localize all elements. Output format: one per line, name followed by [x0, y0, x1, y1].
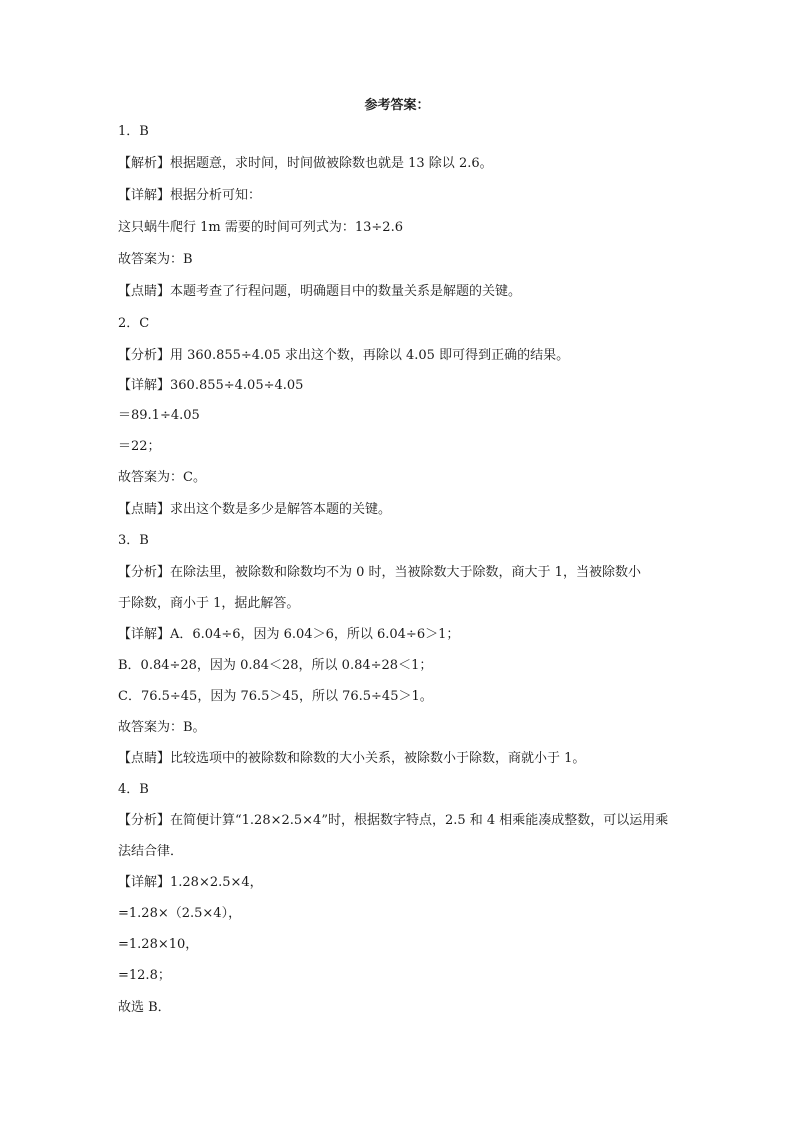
answer-2-choice: 2．C — [118, 316, 150, 331]
answer-1-comment: 【点睛】本题考查了行程问题，明确题目中的数量关系是解题的关键。 — [118, 284, 522, 299]
answer-3-detail: 【详解】A．6.04÷6，因为 6.04＞6，所以 6.04÷6＞1； — [118, 627, 460, 642]
answer-2-analysis: 【分析】用 360.855÷4.05 求出这个数，再除以 4.05 即可得到正确的结果。 — [118, 348, 570, 363]
answer-3-analysis-cont: 于除数，商小于 1，据此解答。 — [118, 596, 300, 611]
answer-3-choice: 3．B — [118, 533, 149, 548]
answer-4-analysis: 【分析】在简便计算“1.28×2.5×4”时，根据数字特点，2.5 和 4 相乘能凑成整数，可以运用乘 — [118, 813, 669, 828]
answer-1-result: 故答案为：B — [118, 252, 193, 267]
answer-3-result: 故答案为：B。 — [118, 720, 206, 735]
answer-4-step: =1.28×（2.5×4）， — [118, 906, 242, 921]
answer-3-comment: 【点睛】比较选项中的被除数和除数的大小关系，被除数小于除数，商就小于 1。 — [118, 751, 586, 766]
answer-1-choice: 1．B — [118, 124, 149, 139]
answer-4-detail: 【详解】1.28×2.5×4， — [118, 875, 263, 890]
answer-4-step: =1.28×10， — [118, 937, 199, 952]
answer-3-detail-line: C．76.5÷45，因为 76.5＞45，所以 76.5÷45＞1。 — [118, 689, 433, 704]
answer-2-result: 故答案为：C。 — [118, 470, 206, 485]
answer-4-analysis-cont: 法结合律． — [118, 844, 184, 859]
answer-4-result: 故选 B． — [118, 1000, 171, 1015]
answer-3-analysis: 【分析】在除法里，被除数和除数均不为 0 时，当被除数大于除数，商大于 1，当被除数小 — [118, 565, 641, 580]
answer-2-comment: 【点睛】求出这个数是多少是解答本题的关键。 — [118, 502, 392, 517]
answer-1-detail-line: 这只蜗牛爬行 1m 需要的时间可列式为：13÷2.6 — [118, 220, 403, 235]
page-title: 参考答案： — [364, 98, 430, 113]
answer-3-detail-line: B．0.84÷28，因为 0.84＜28，所以 0.84÷28＜1； — [118, 658, 433, 673]
answer-2-step: ＝89.1÷4.05 — [118, 408, 200, 423]
answer-2-detail: 【详解】360.855÷4.05÷4.05 — [118, 378, 304, 393]
answer-2-step: ＝22； — [118, 439, 161, 454]
answer-4-step: =12.8； — [118, 968, 171, 983]
answer-1-analysis: 【解析】根据题意，求时间，时间做被除数也就是 13 除以 2.6。 — [118, 156, 493, 171]
answer-4-choice: 4．B — [118, 782, 149, 797]
answer-1-detail: 【详解】根据分析可知： — [118, 188, 262, 203]
